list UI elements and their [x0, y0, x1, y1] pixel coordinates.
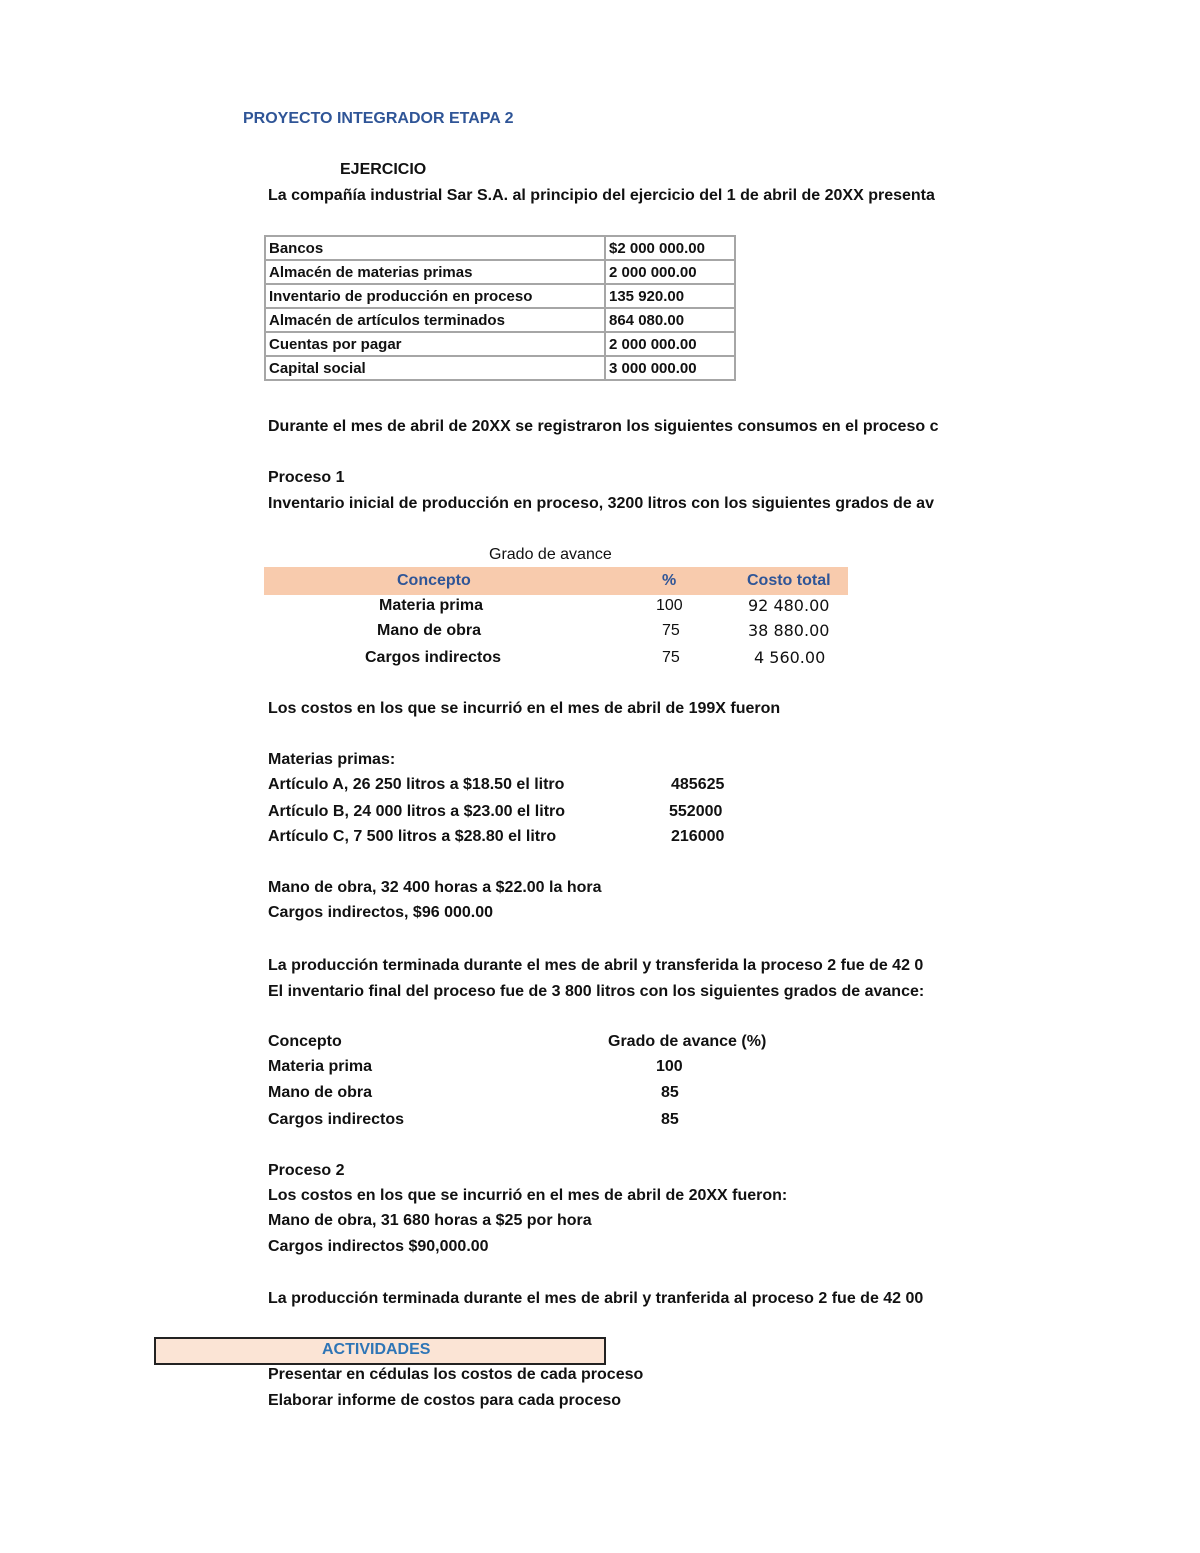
table-row [265, 260, 735, 284]
header-concepto: Concepto [397, 572, 471, 589]
intro-text: La compañía industrial Sar S.A. al principio del ejercicio del 1 de abril de 20XX presenta [268, 187, 935, 204]
page-title: PROYECTO INTEGRADOR ETAPA 2 [243, 110, 514, 127]
proceso2-mano-obra: Mano de obra, 31 680 horas a $25 por hora [268, 1212, 592, 1229]
table-row [265, 236, 735, 260]
balance-concept: Cuentas por pagar [265, 332, 605, 356]
grado-row-pct: 100 [656, 597, 683, 614]
table-row [265, 308, 735, 332]
balance-table [264, 235, 736, 381]
actividad-item: Elaborar informe de costos para cada proceso [268, 1392, 622, 1409]
materia-item: Artículo C, 7 500 litros a $28.80 el litro [268, 828, 557, 845]
balance-concept: Almacén de artículos terminados [265, 308, 605, 332]
final-header-concepto: Concepto [268, 1033, 342, 1050]
final-row-value: 85 [661, 1084, 679, 1101]
final-header-grado: Grado de avance (%) [608, 1033, 767, 1050]
materia-total: 485625 [671, 776, 725, 793]
grado-row-concept: Materia prima [379, 597, 484, 614]
proceso2-produccion-text: La producción terminada durante el mes de abril y tranferida al proceso 2 fue de 42 00 [268, 1290, 924, 1307]
balance-concept: Capital social [265, 356, 605, 380]
grado-row-concept: Cargos indirectos [365, 649, 502, 666]
header-costo-total: Costo total [747, 572, 831, 589]
cargos-text: Cargos indirectos, $96 000.00 [268, 904, 493, 921]
table-row [265, 356, 735, 380]
final-row-concept: Mano de obra [268, 1084, 373, 1101]
balance-amount: 864 080.00 [605, 308, 735, 332]
mano-obra-text: Mano de obra, 32 400 horas a $22.00 la hora [268, 879, 602, 896]
balance-amount: $2 000 000.00 [605, 236, 735, 260]
balance-concept: Bancos [265, 236, 605, 260]
table-row [265, 284, 735, 308]
materia-total: 216000 [671, 828, 725, 845]
header-pct: % [662, 572, 677, 589]
balance-amount: 2 000 000.00 [605, 332, 735, 356]
proceso2-label: Proceso 2 [268, 1162, 345, 1179]
materias-label: Materias primas: [268, 751, 396, 768]
final-row-concept: Cargos indirectos [268, 1111, 405, 1128]
materia-item: Artículo B, 24 000 litros a $23.00 el litro [268, 803, 566, 820]
durante-text: Durante el mes de abril de 20XX se registraron los siguientes consumos en el proceso c [268, 418, 939, 435]
proceso2-cargos: Cargos indirectos $90,000.00 [268, 1238, 489, 1255]
balance-amount: 135 920.00 [605, 284, 735, 308]
inventario-final-text: El inventario final del proceso fue de 3 800 litros con los siguientes grados de avance: [268, 983, 925, 1000]
balance-concept: Almacén de materias primas [265, 260, 605, 284]
final-row-value: 85 [661, 1111, 679, 1128]
balance-concept: Inventario de producción en proceso [265, 284, 605, 308]
grado-row-pct: 75 [662, 649, 680, 666]
proceso2-costos-text: Los costos en los que se incurrió en el mes de abril de 20XX fueron: [268, 1187, 788, 1204]
grado-avance-title: Grado de avance [489, 546, 612, 563]
table-row [265, 332, 735, 356]
actividades-label: ACTIVIDADES [322, 1341, 431, 1358]
grado-row-concept: Mano de obra [377, 622, 482, 639]
final-row-value: 100 [656, 1058, 683, 1075]
final-row-concept: Materia prima [268, 1058, 373, 1075]
grado-row-cost: 92 480.00 [748, 596, 830, 615]
materia-item: Artículo A, 26 250 litros a $18.50 el litro [268, 776, 565, 793]
inventario-inicial-text: Inventario inicial de producción en proceso, 3200 litros con los siguientes grados de av [268, 495, 934, 512]
materia-total: 552000 [669, 803, 723, 820]
balance-amount: 2 000 000.00 [605, 260, 735, 284]
produccion-terminada-text: La producción terminada durante el mes de abril y transferida la proceso 2 fue de 42 0 [268, 957, 924, 974]
costos-text: Los costos en los que se incurrió en el mes de abril de 199X fueron [268, 700, 781, 717]
grado-row-cost: 38 880.00 [748, 621, 830, 640]
grado-row-pct: 75 [662, 622, 680, 639]
actividad-item: Presentar en cédulas los costos de cada proceso [268, 1366, 644, 1383]
balance-amount: 3 000 000.00 [605, 356, 735, 380]
proceso1-label: Proceso 1 [268, 469, 345, 486]
ejercicio-label: EJERCICIO [340, 161, 427, 178]
grado-row-cost: 4 560.00 [754, 648, 826, 667]
